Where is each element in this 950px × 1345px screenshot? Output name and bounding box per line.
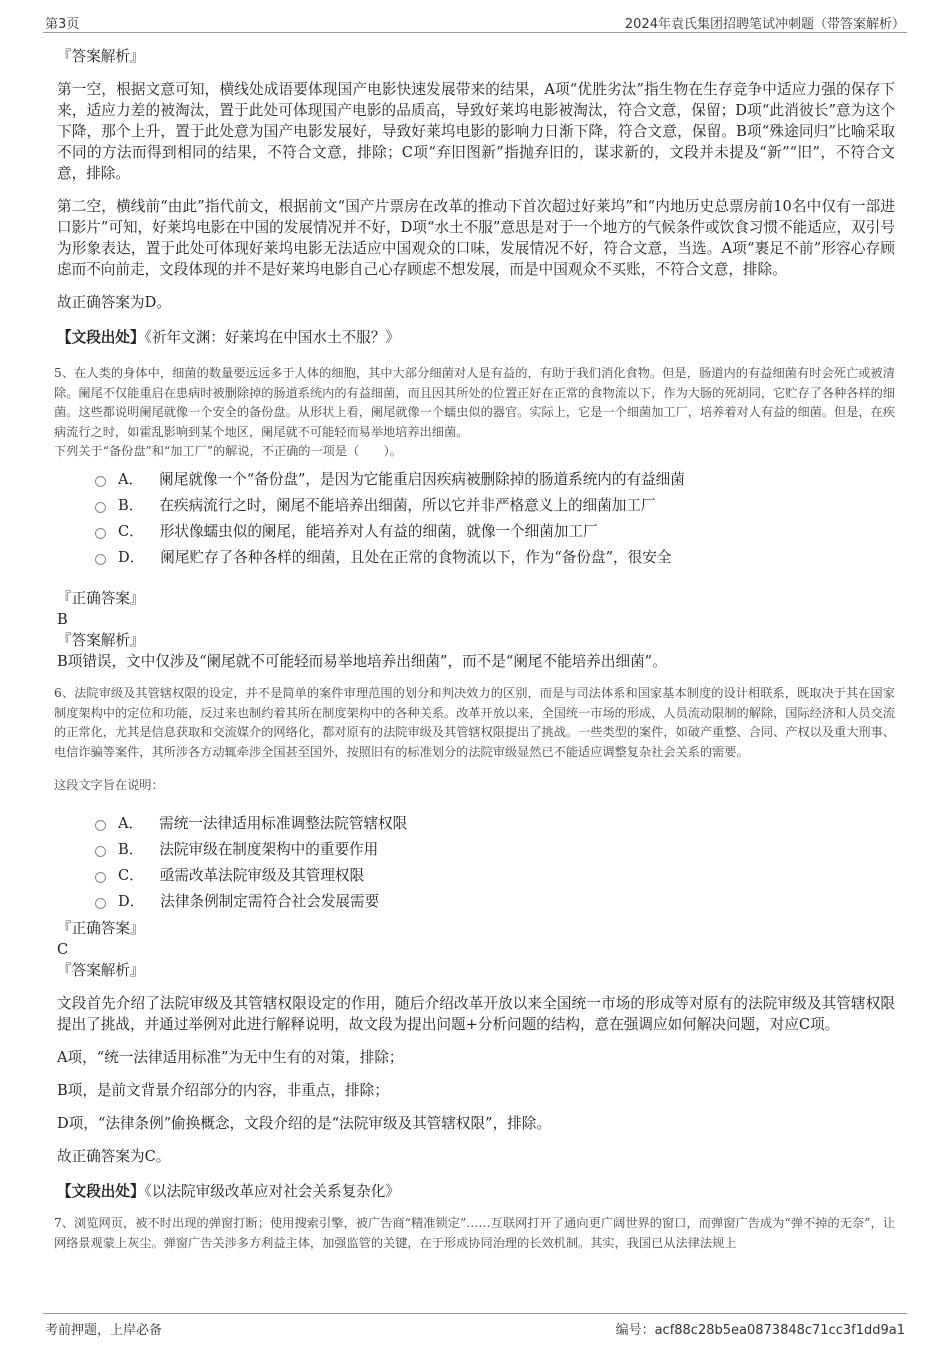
- page-footer: [43, 1313, 907, 1340]
- q5-question: 下列关于“备份盘”和“加工厂”的解说，不正确的一项是（ ）。: [54, 444, 402, 459]
- q5-option-c[interactable]: C． 形状像蠕虫似的阑尾，能培养对人有益的细菌，就像一个细菌加工厂: [95, 518, 895, 544]
- q6-question: 这段文字旨在说明：: [54, 778, 164, 793]
- q5-answer-label: 『正确答案』: [57, 589, 145, 607]
- q6-analysis-para1: 文段首先介绍了法院审级及其管辖权限设定的作用，随后介绍改革开放以来全国统一市场的形成等对原有的法院审级及其管辖权限提出了挑战，并通过举例对此进行解释说明，故文段为提出问题+分析问题的结构，意在强调应如何解决问题，对应C项。: [57, 994, 895, 1033]
- q4-analysis-para1: 第一空，根据文意可知，横线处成语要体现国产电影快速发展带来的结果，A项“优胜劣汰”指生物在生存竞争中适应力强的保存下来，适应力差的被淘汰，置于此处可体现国产电影的品质高，导致好莱坞电影被淘汰，符合文意，保留；D项“此消彼长”意为这个下降，那个上升，置于此处意为国产电影发展好，导致好莱坞电影的影响力日渐下降，符合文意，保留。B项“殊途同归”比喻采取不同的方法而得到相同的结果，不符合文意，排除；C项“弃旧图新”指抛弃旧的，谋求新的，文段并未提及“新”“旧”，不符合文意，排除。: [57, 81, 895, 182]
- q6-stem: 6、法院审级及其管辖权限的设定，并不是简单的案件审理范围的划分和判决效力的区别，而是与司法体系和国家基本制度的设计相联系，既取决于其在国家制度架构中的定位和功能，反过来也制约着其所在制度架构中的各种关系。改革开放以来，全国统一市场的形成，人员流动限制的解除，国际经济和人员交流的正常化，尤其是信息获取和交流媒介的网络化，都对原有的法院审级及其管辖权限提出了挑战。一些类型的案件，如破产重整、合同、产权以及重大刑事、电信诈骗等案件，其所涉各方动辄牵涉全国甚至国外，按照旧有的标准划分的法院审级显然已不能适应调整复杂社会关系的需要。: [54, 685, 895, 759]
- q6-options: [57, 810, 895, 914]
- document-code: [616, 1319, 905, 1338]
- q6-option-c[interactable]: C． 亟需改革法院审级及其管理权限: [95, 862, 895, 888]
- q6-option-a[interactable]: A． 需统一法律适用标准调整法院管辖权限: [95, 810, 895, 836]
- radio-icon[interactable]: [95, 502, 106, 513]
- q4-source-text: 《祈年文渊：好莱坞在中国水土不服？》: [144, 329, 400, 346]
- page-header: [43, 10, 907, 33]
- radio-icon[interactable]: [95, 476, 106, 487]
- page-number: 第3页: [45, 17, 80, 32]
- q6-answer-label: 『正确答案』: [57, 919, 145, 937]
- q5-option-a[interactable]: A． 阑尾就像一个“备份盘”，是因为它能重启因疾病被删除掉的肠道系统内的有益细菌: [95, 466, 895, 492]
- radio-icon[interactable]: [95, 898, 106, 909]
- footer-slogan: 考前押题，上岸必备: [45, 1323, 163, 1338]
- q6-analysis-label: 『答案解析』: [57, 961, 145, 979]
- radio-icon[interactable]: [95, 820, 106, 831]
- q6-answer: C: [57, 940, 69, 958]
- q5-option-d[interactable]: D． 阑尾贮存了各种各样的细菌，且处在正常的食物流以下，作为“备份盘”，很安全: [95, 544, 895, 570]
- radio-icon[interactable]: [95, 528, 106, 539]
- q6-source-label: 【文段出处】: [57, 1182, 145, 1200]
- radio-icon[interactable]: [95, 554, 106, 565]
- q7-stem: 7、浏览网页，被不时出现的弹窗打断；使用搜索引擎，被广告商“精准锁定”……互联网打开了通向更广阔世界的窗口，而弹窗广告成为“弹不掉的无奈”，让网络景观蒙上灰尘。弹窗广告关涉多方利益主体，加强监管的关键，在于形成协同治理的长效机制。其实，我国已从法律法规上: [54, 1215, 895, 1250]
- document-code-value: acf88c28b5ea0873848c71cc3f1dd9a1: [654, 1323, 905, 1338]
- q6-conclusion: 故正确答案为C。: [57, 1147, 171, 1165]
- q5-stem: 5、在人类的身体中，细菌的数量要远远多于人体的细胞，其中大部分细菌对人是有益的，有助于我们消化食物。但是，肠道内的有益细菌有时会死亡或被清除。阑尾不仅能重启在患病时被删除掉的肠道系统内的有益细菌，而且因其所处的位置正好在正常的食物流以下，作为大肠的死胡同，它贮存了各种各样的细菌。这些都说明阑尾就像一个安全的备份盘。从形状上看，阑尾就像一个蠕虫似的器官。实际上，它是一个细菌加工厂，培养着对人有益的细菌。但是，在疾病流行之时，如霍乱影响到某个地区，阑尾就不可能轻而易举地培养出细菌。: [54, 366, 895, 439]
- radio-icon[interactable]: [95, 846, 106, 857]
- document-title: 2024年袁氏集团招聘笔试冲刺题（带答案解析）: [624, 17, 905, 32]
- q4-source: [57, 327, 895, 348]
- page-content: [54, 46, 895, 1253]
- q4-analysis-label: 『答案解析』: [57, 48, 145, 65]
- q4-analysis-para2: 第二空，横线前“由此”指代前文，根据前文“国产片票房在改革的推动下首次超过好莱坞”和“内地历史总票房前10名中仅有一部进口影片”可知，好莱坞电影在中国的发展情况并不好，D项“水土不服”意思是对于一个地方的气候条件或饮食习惯不能适应，双引号为形象表达，置于此处可体现好莱坞电影无法适应中国观众的口味，发展情况不好，符合文意，当选。A项“裹足不前”形容心存顾虑而不向前走，文段体现的并不是好莱坞电影自己心存顾虑不想发展，而是中国观众不买账，不符合文意，排除。: [57, 198, 895, 278]
- q4-conclusion: 故正确答案为D。: [57, 294, 171, 311]
- document-code-label: 编号：: [615, 1323, 655, 1338]
- q6-analysis-b: B项，是前文背景介绍部分的内容，非重点，排除；: [57, 1081, 389, 1099]
- q6-option-b[interactable]: B． 法院审级在制度架构中的重要作用: [95, 836, 895, 862]
- q6-source-text: 《以法院审级改革应对社会关系复杂化》: [144, 1182, 400, 1200]
- q6-source: [57, 1181, 895, 1202]
- q6-option-d[interactable]: D． 法律条例制定需符合社会发展需要: [95, 888, 895, 914]
- q6-analysis-d: D项，“法律条例”偷换概念，文段介绍的是“法院审级及其管辖权限”，排除。: [57, 1114, 551, 1132]
- q4-source-label: 【文段出处】: [57, 329, 145, 346]
- q5-analysis: B项错误，文中仅涉及“阑尾就不可能轻而易举地培养出细菌”，而不是“阑尾不能培养出细菌”。: [57, 652, 667, 670]
- q6-analysis-a: A项，“统一法律适用标准”为无中生有的对策，排除；: [57, 1048, 404, 1066]
- q5-answer: B: [57, 610, 68, 628]
- q5-options: [57, 466, 895, 570]
- q5-analysis-label: 『答案解析』: [57, 631, 145, 649]
- q5-option-b[interactable]: B． 在疾病流行之时，阑尾不能培养出细菌，所以它并非严格意义上的细菌加工厂: [95, 492, 895, 518]
- radio-icon[interactable]: [95, 872, 106, 883]
